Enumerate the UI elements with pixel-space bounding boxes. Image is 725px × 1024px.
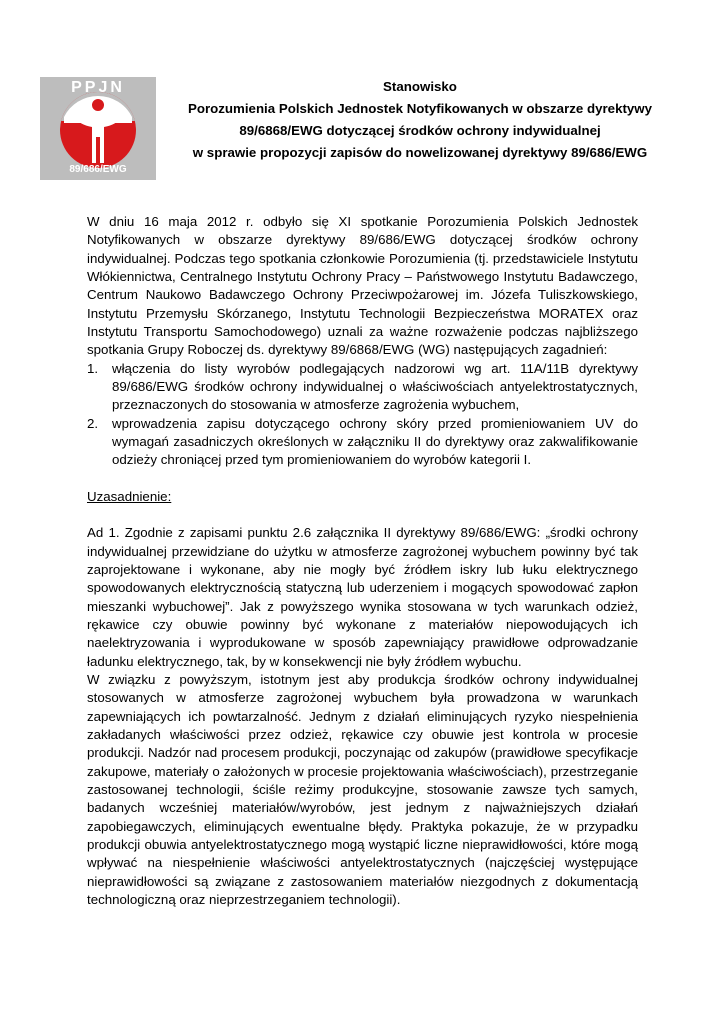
- spacer: [87, 506, 638, 524]
- intro-paragraph: W dniu 16 maja 2012 r. odbyło się XI spotkanie Porozumienia Polskich Jednostek Notyfikowanych w obszarze dyrektywy 89/686/EWG dotyczącej środków ochrony indywidualnej. Podczas tego spotkania członkowie Porozumienia (tj. przedstawiciele Instytutu Włókiennictwa, Centralnego Instytutu Ochrony Pracy – Państwowego Instytutu Badawczego, Centrum Naukowo Badawczego Ochrony Przeciwpożarowej im. Józefa Tuliszkowskiego, Instytutu Przemysłu Skórzanego, Instytutu Technologii Bezpieczeństwa MORATEX oraz Instytutu Transportu Samochodowego) uznali za ważne rozważenie podczas najbliższego spotkania Grupy Roboczej ds. dyrektywy 89/6868/EWG (WG) następujących zagadnień:: [87, 214, 638, 358]
- title-line-3: 89/6868/EWG dotyczącej środków ochrony indywidualnej: [239, 123, 601, 138]
- logo-bottom-text: 89/686/EWG: [69, 164, 127, 175]
- list-item: [87, 415, 638, 470]
- logo-top-text: PPJN: [71, 79, 125, 96]
- ad1-paragraph: Ad 1. Zgodnie z zapisami punktu 2.6 załącznika II dyrektywy 89/686/EWG: „środki ochrony indywidualnej przewidziane do użytku w atmosferze zagrożonej wybuchem powinny być tak zaprojektowane i wykonane, aby nie mogły być źródłem iskry lub łuku elektrycznego spowodowanych elektrycznością statyczną lub uderzeniem i mogących spowodować zapłon mieszanki wybuchowej”. Jak z powyższego wynika stosowana w tych warunkach odzież, rękawice czy obuwie powinny być wykonane z materiałów niepowodujących ich naelektryzowania i wyprodukowane w sposób zapewniający prawidłowe odprowadzanie ładunku elektrycznego, tak, by w konsekwencji nie były źródłem wybuchu.: [87, 525, 638, 669]
- justification-heading: Uzasadnienie:: [87, 488, 172, 504]
- title-line-2: Porozumienia Polskich Jednostek Notyfikowanych w obszarze dyrektywy: [187, 101, 653, 116]
- list-item-text: wprowadzenia zapisu dotyczącego ochrony skóry przed promieniowaniem UV do wymagań zasadniczych określonych w załączniku II do dyrektywy oraz zakwalifikowanie odzieży chroniącej przed tym promieniowaniem do wyrobów kategorii I.: [112, 415, 638, 468]
- issues-list: [87, 360, 638, 470]
- title-line-1: Stanowisko: [383, 79, 457, 94]
- title-line-4: w sprawie propozycji zapisów do nowelizowanej dyrektywy 89/686/EWG: [192, 145, 648, 160]
- list-item-number: 1.: [87, 360, 99, 376]
- ppjn-logo: [40, 77, 156, 180]
- second-paragraph: W związku z powyższym, istotnym jest aby produkcja środków ochrony indywidualnej stosowanych w atmosferze zagrożonej wybuchem była prowadzona w warunkach zapewniających ich powtarzalność. Jednym z działań eliminujących ryzyko niespełnienia zakładanych właściwości przez odzież, rękawice czy obuwie jest kontrola w procesie produkcji. Nadzór nad procesem produkcji, poczynając od zakupów (prawidłowe specyfikacje zakupowe, materiały o założonych w procesie projektowania właściwościach), przestrzeganie zastosowanej technologii, ściśle reżimy produkcyjne, stosowanie zawsze tych samych, badanych wcześniej materiałów/wyrobów, jest jednym z najważniejszych działań zapobiegawczych, eliminujących ewentualne błędy. Praktyka pokazuje, że w przypadku produkcji obuwia antyelektrostatycznego mogą wystąpić liczne nieprawidłowości, które mogą wpływać na niespełnienie właściwości antyelektrostatycznych (najczęściej występujące nieprawidłowości są związane z zastosowaniem materiałów niezgodnych z dokumentacją technologiczną oraz nieprzestrzeganiem technologii).: [87, 671, 638, 908]
- list-item-text: włączenia do listy wyrobów podlegających nadzorowi wg art. 11A/11B dyrektywy 89/686/EWG środków ochrony indywidualnej o właściwościach antyelektrostatycznych, przeznaczonych do stosowania w atmosferze zagrożenia wybuchem,: [112, 360, 638, 413]
- document-body: [87, 213, 638, 909]
- list-item: [87, 360, 638, 415]
- list-item-number: 2.: [87, 415, 99, 431]
- document-title: [180, 76, 660, 164]
- spacer: [87, 470, 638, 488]
